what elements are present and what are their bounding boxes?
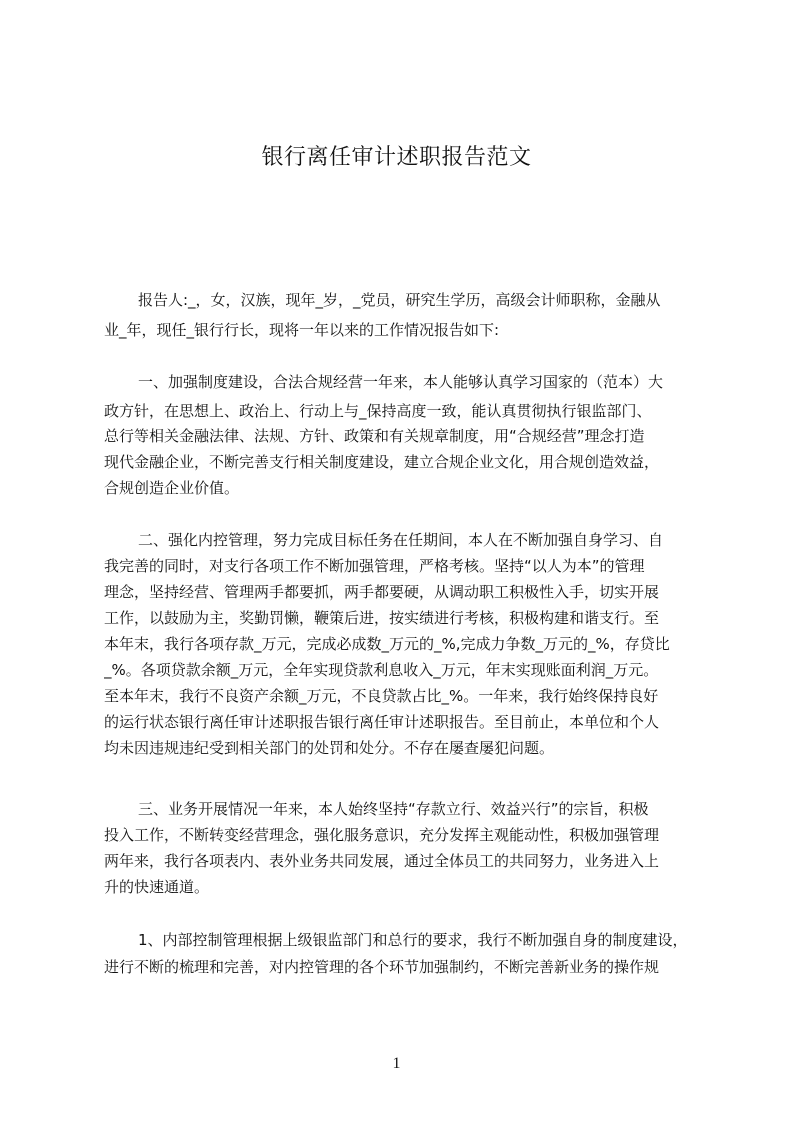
- paragraph-2-line-2: 政方针，在思想上、政治上、行动上与_保持高度一致，能认真贯彻执行银监部门、: [104, 402, 652, 420]
- paragraph-4-line-3: 两年来，我行各项表内、表外业务共同发展，通过全体员工的共同努力，业务进入上: [104, 852, 660, 870]
- page-number: 1: [392, 1055, 401, 1072]
- paragraph-2-line-3: 总行等相关金融法律、法规、方针、政策和有关规章制度，用“合规经营”理念打造: [104, 427, 645, 445]
- paragraph-3-line-9: 均未因违规违纪受到相关部门的处罚和处分。不存在屡查屡犯问题。: [104, 739, 555, 757]
- paragraph-3-line-3: 理念，坚持经营、管理两手都要抓，两手都要硬，从调动职工积极性入手，切实开展: [104, 583, 660, 601]
- paragraph-3-line-5: 本年末，我行各项存款_万元，完成必成数_万元的_%,完成力争数_万元的_%，存贷比: [104, 635, 670, 653]
- paragraph-3-line-7: 至本年末，我行不良资产余额_万元，不良贷款占比_%。一年来，我行始终保持良好: [104, 687, 659, 705]
- paragraph-4-line-1: 三、业务开展情况一年来，本人始终坚持“存款立行、效益兴行”的宗旨，积极: [138, 800, 649, 818]
- paragraph-1-line-1: 报告人:_，女，汉族，现年_岁，_党员，研究生学历，高级会计师职称，金融从: [138, 291, 661, 309]
- paragraph-3-line-8: 的运行状态银行离任审计述职报告银行离任审计述职报告。至目前止，本单位和个人: [104, 713, 660, 731]
- paragraph-3-line-4: 工作，以鼓励为主，奖勤罚懒，鞭策后进，按实绩进行考核，积极构建和谐支行。至: [104, 609, 660, 627]
- paragraph-3-line-6: _%。各项贷款余额_万元，全年实现贷款利息收入_万元，年末实现账面利润_万元。: [104, 661, 659, 679]
- paragraph-5-line-1: 1、内部控制管理根据上级银监部门和总行的要求，我行不断加强自身的制度建设，: [138, 931, 688, 949]
- paragraph-3-line-1: 二、强化内控管理，努力完成目标任务在任期间，本人在不断加强自身学习、自: [138, 531, 664, 549]
- paragraph-3-line-2: 我完善的同时，对支行各项工作不断加强管理，严格考核。坚持“以人为本”的管理: [104, 557, 645, 575]
- paragraph-5-line-2: 进行不断的梳理和完善，对内控管理的各个环节加强制约，不断完善新业务的操作规: [104, 958, 660, 976]
- paragraph-2-line-5: 合规创造企业价值。: [104, 479, 240, 497]
- paragraph-2-line-4: 现代金融企业，不断完善支行相关制度建设，建立合规企业文化，用合规创造效益，: [104, 453, 660, 471]
- paragraph-2-line-1: 一、加强制度建设，合法合规经营一年来，本人能够认真学习国家的（范本）大: [138, 373, 664, 391]
- paragraph-1-line-2: 业_年，现任_银行行长，现将一年以来的工作情况报告如下:: [104, 321, 500, 339]
- paragraph-4-line-4: 升的快速通道。: [104, 878, 210, 896]
- document-title: 银行离任审计述职报告范文: [261, 145, 532, 170]
- paragraph-4-line-2: 投入工作，不断转变经营理念，强化服务意识，充分发挥主观能动性，积极加强管理: [104, 826, 660, 844]
